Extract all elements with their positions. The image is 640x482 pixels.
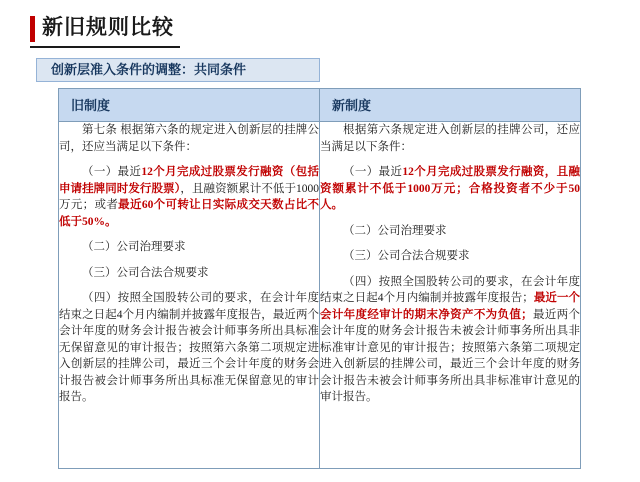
page-title: 新旧规则比较 [42,16,174,39]
old-para-2-mid: ，且融资额累计不低于1000万元；或者 [59,182,320,211]
new-para-3: （二）公司治理要求 [343,224,447,237]
new-para-2-red-1: 12个月完成过股票发行融资，且融资额累计不低于1000万元； [320,166,580,195]
new-para-2-pre: （一）最近 [343,166,403,178]
new-rules-cell [320,122,581,469]
new-para-2 [320,164,580,214]
new-para-4: （三）公司合法合规要求 [343,250,470,262]
table-header-old-label: 旧制度 [71,98,111,113]
old-para-2-pre: （一）最近 [82,166,142,178]
old-para-2-red-1: 12个月完成过股票发行融资（包括申请挂牌同时发行股票） [59,166,319,195]
new-para-1: 根据第六条规定进入创新层的挂牌公司，还应当满足以下条件： [320,124,580,153]
table-row [59,122,581,469]
old-para-1: 第七条 根据第六条的规定进入创新层的挂牌公司，还应当满足以下条件： [59,124,319,153]
subtitle-banner [36,58,320,82]
subtitle-text: 创新层准入条件的调整：共同条件 [51,62,247,77]
comparison-table [58,88,581,469]
new-para-2-red-2: 合格投资者不少于50人。 [320,182,581,211]
title-area [30,14,610,42]
old-rules-cell [59,122,320,469]
new-para-5-post: 最近两个会计年度的财务会计报告未被会计师事务所出具非标准审计意见的审计报告；按照第六条第二项规定进入创新层的挂牌公司，最近三个会计年度的财务会计报告未被会计师事务所出具非标准审计意见的审计报告。 [320,308,581,403]
table-header-row [59,89,581,122]
old-para-3: （二）公司治理要求 [82,241,186,253]
title-accent-bar [30,16,35,42]
table-header-new-label: 新制度 [332,98,372,113]
old-para-4: （三）公司合法合规要求 [82,266,209,279]
old-para-2-red-2: 最近60个可转让日实际成交天数占比不低于50%。 [59,199,320,228]
old-para-5: （四）按照全国股转公司的要求，在会计年度结束之日起4个月内编制并披露年度报告，最近两个会计年度的财务会计报告被会计师事务所出具标准无保留意见的审计报告；按照第六条第二项规定进入创新层的挂牌公司，最近三个会计年度的财务会计报告被会计师事务所出具标准无保留意见的审计报告。 [59,292,319,403]
new-para-5-red: 最近一个会计年度经审计的期末净资产不为负值； [320,292,581,321]
old-para-2 [59,164,319,230]
new-para-5-pre: （四）按照全国股转公司的要求，在会计年度结束之日起4个月内编制并披露年度报告； [320,275,580,304]
title-underline [30,46,180,48]
table-header-new [320,89,581,122]
new-para-5 [320,274,580,406]
table-header-old [59,89,320,122]
